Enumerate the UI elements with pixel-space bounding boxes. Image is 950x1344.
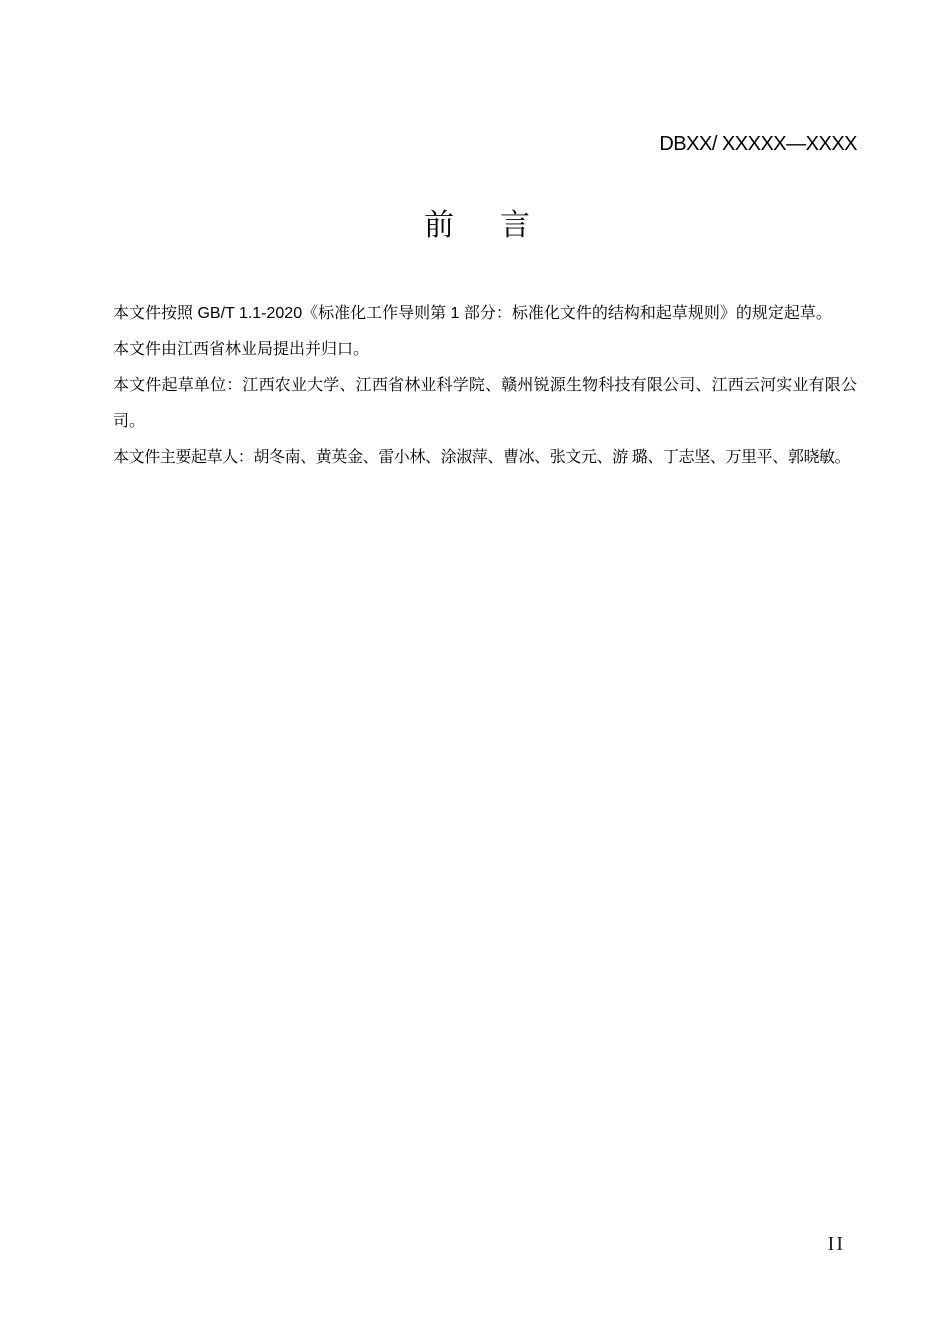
paragraph-drafting-organizations: 本文件起草单位：江西农业大学、江西省林业科学院、赣州锐源生物科技有限公司、江西云河实业有限公司。 (113, 377, 857, 430)
foreword-body (113, 296, 857, 476)
standard-code: DBXX/ XXXXX—XXXX (659, 133, 857, 155)
paragraph-main-drafters: 本文件主要起草人：胡冬南、黄英金、雷小林、涂淑萍、曹冰、张文元、游 璐、丁志坚、万里平、郭晓敏。 (113, 449, 851, 466)
page-number: II (827, 1233, 845, 1255)
paragraph-proposer: 本文件由江西省林业局提出并归口。 (113, 341, 370, 358)
page-title: 前 言 (424, 209, 538, 242)
document-header (113, 110, 857, 179)
paragraph-drafting-basis: 本文件按照 GB/T 1.1-2020《标准化工作导则第 1 部分：标准化文件的结构和起草规则》的规定起草。 (113, 305, 832, 322)
